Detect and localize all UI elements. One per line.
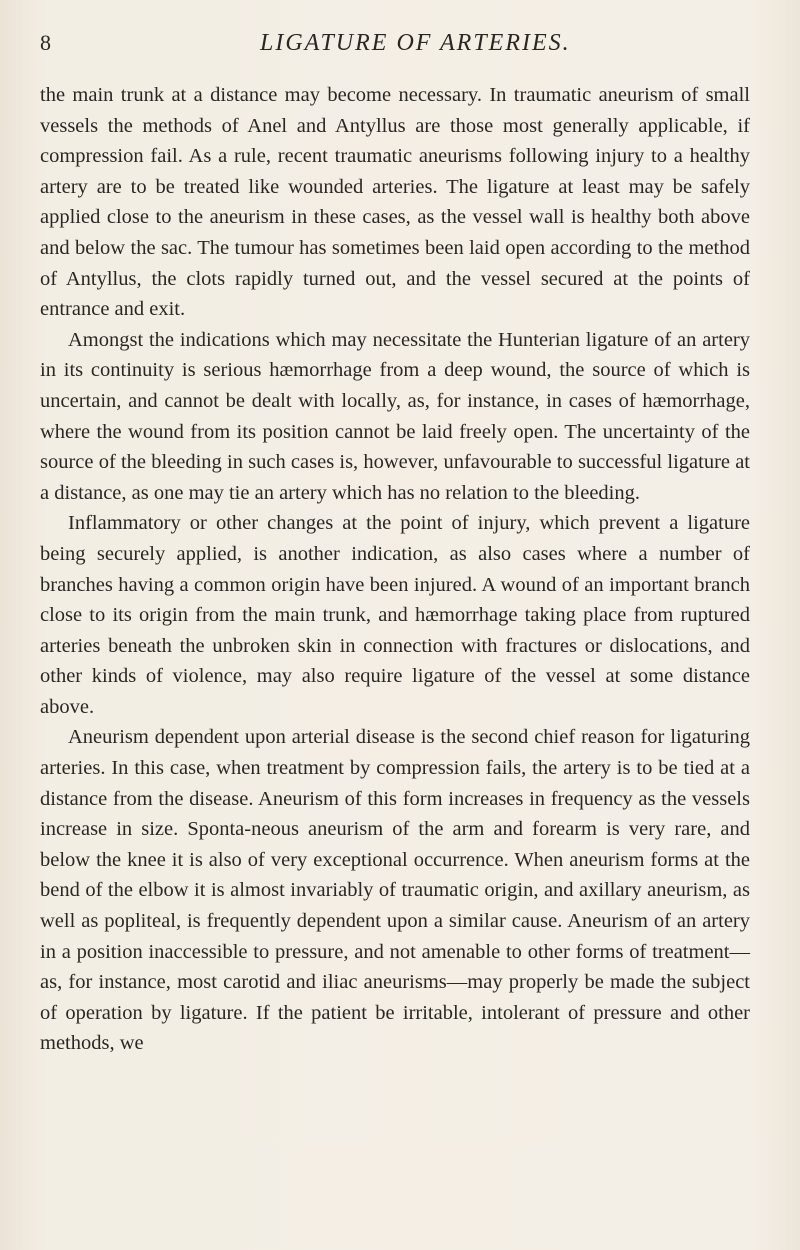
paragraph-hunterian-ligature: Amongst the indications which may necessitate the Hunterian ligature of an artery in its continuity is serious hæmorrhage from a deep wound, the source of which is uncertain, and cannot be dealt with locally, as, for instance, in cases of hæmorrhage, where the wound from its position cannot be laid freely open. The uncertainty of the source of the bleeding in such cases is, however, unfavourable to successful ligature at a distance, as one may tie an artery which has no relation to the bleeding.: [40, 328, 750, 504]
paragraph-arterial-disease: Aneurism dependent upon arterial disease is the second chief reason for ligaturing arteries. In this case, when treatment by compression fails, the artery is to be tied at a distance from the disease. Aneurism of this form increases in frequency as the vessels increase in size. Sponta-neous aneurism of the arm and forearm is very rare, and below the knee it is also of very exceptional occurrence. When aneurism forms at the bend of the elbow it is almost invariably of traumatic origin, and axillary aneurism, as well as popliteal, is frequently dependent upon a similar cause. Aneurism of an artery in a position inaccessible to pressure, and not amenable to other forms of treatment—as, for instance, most carotid and iliac aneurisms—may properly be made the subject of operation by ligature. If the patient be irritable, intolerant of pressure and other methods, we: [40, 726, 750, 1055]
body-text: [40, 80, 750, 1059]
paragraph-inflammatory-changes: Inflammatory or other changes at the point of injury, which prevent a ligature being securely applied, is another indication, as also cases where a number of branches having a common origin have been injured. A wound of an important branch close to its origin from the main trunk, and hæmorrhage taking place from ruptured arteries beneath the unbroken skin in connection with fractures or dislocations, and other kinds of violence, may also require ligature of the vessel at some distance above.: [40, 512, 750, 718]
running-title: LIGATURE OF ARTERIES.: [260, 30, 571, 56]
page-number: 8: [40, 30, 52, 55]
paragraph-continuation: the main trunk at a distance may become necessary. In traumatic aneurism of small vessels the methods of Anel and Antyllus are those most generally applicable, if compression fail. As a rule, recent traumatic aneurisms following injury to a healthy artery are to be treated like wounded arteries. The ligature at least may be safely applied close to the aneurism in these cases, as the vessel wall is healthy both above and below the sac. The tumour has sometimes been laid open according to the method of Antyllus, the clots rapidly turned out, and the vessel secured at the points of entrance and exit.: [40, 84, 750, 321]
running-head: [40, 30, 750, 66]
